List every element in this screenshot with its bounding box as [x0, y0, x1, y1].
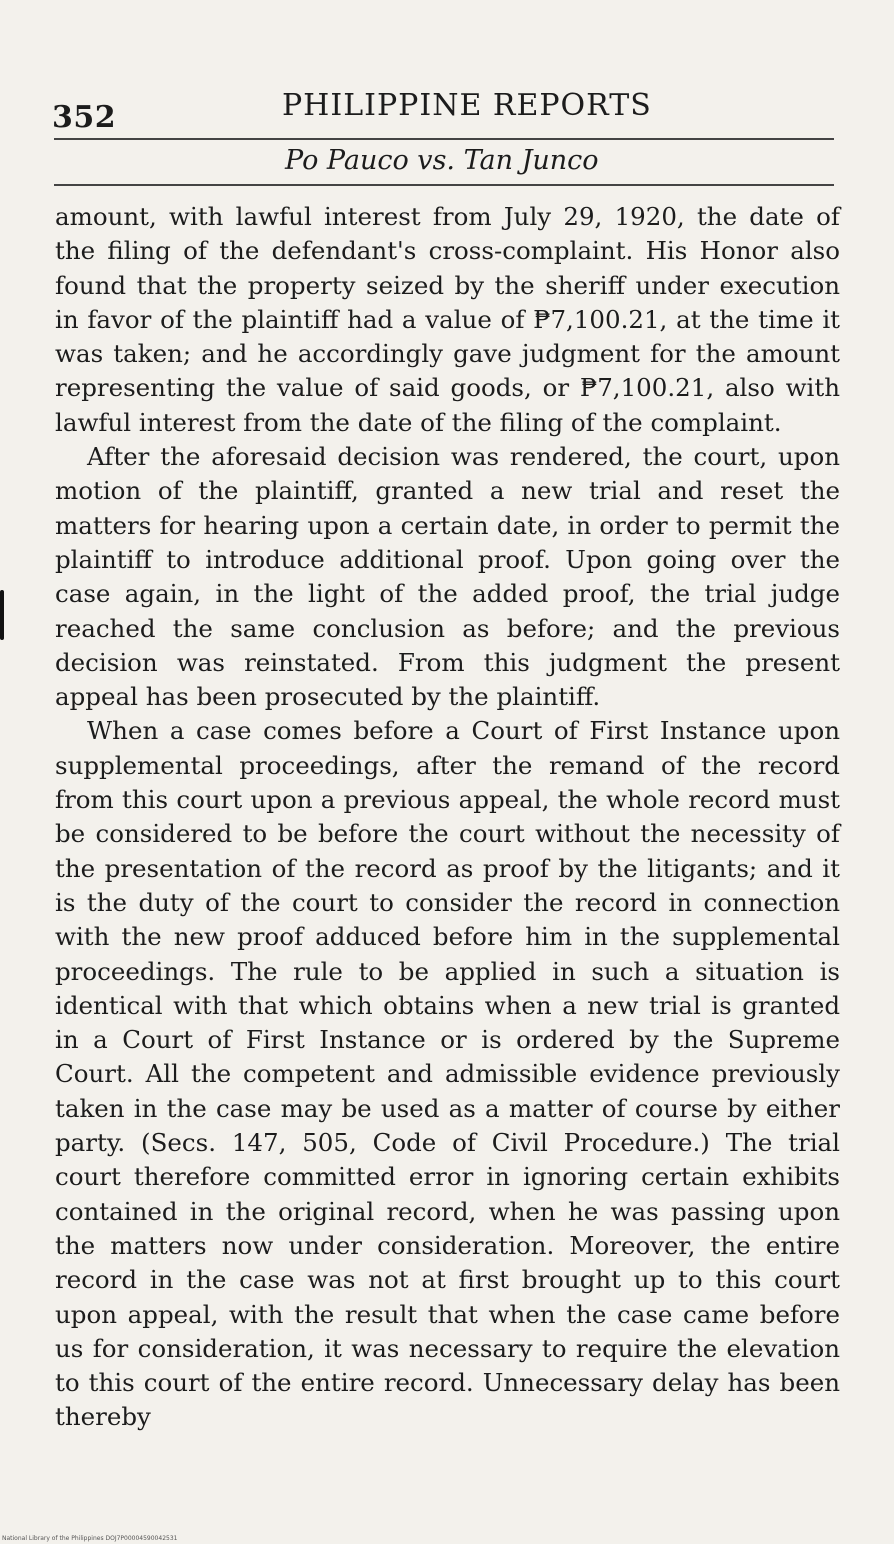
running-title: PHILIPPINE REPORTS	[282, 88, 652, 123]
paragraph: After the aforesaid decision was rendered, the court, upon motion of the plaintiff, granted a new trial and reset the matters for hearing upon a certain date, in order to permit the plaintiff to introduce additional proof. Upon going over the case again, in the light of the added proof, the trial judge reached the same conclusion as before; and the previous decision was reinstated. From this judgment the present appeal has been prosecuted by the plaintiff.	[55, 442, 840, 712]
paragraph: When a case comes before a Court of First Instance upon supplemental proceedings, after the remand of the record from this court upon a previous appeal, the whole record must be considered to be before the court without the necessity of the presentation of the record as proof by the litigants; and it is the duty of the court to consider the record in connection with the new proof adduced before him in the supplemental proceedings. The rule to be applied in such a situation is identical with that which obtains when a new trial is granted in a Court of First Instance or is ordered by the Supreme Court. All the competent and admissible evidence previously taken in the case may be used as a matter of course by either party. (Secs. 147, 505, Code of Civil Procedure.) The trial court therefore committed error in ignoring certain exhibits contained in the original record, when he was passing upon the matters now under consideration. Moreover, the entire record in the case was not at first brought up to this court upon appeal, with the result that when the case came before us for consideration, it was necessary to require the elevation to this court of the entire record. Unnecessary delay has been thereby	[55, 716, 840, 1432]
header-rule-bottom	[54, 184, 834, 186]
body-text	[55, 200, 840, 1435]
header-rule-top	[54, 138, 834, 140]
binding-mark	[0, 590, 4, 640]
page-number: 352	[52, 100, 117, 135]
library-watermark: National Library of the Philippines DOJ7P00004590042531	[2, 1535, 178, 1542]
paragraph-continuation: amount, with lawful interest from July 29, 1920, the date of the filing of the defendant's cross-complaint. His Honor also found that the property seized by the sheriff under execution in favor of the plaintiff had a value of ₱7,100.21, at the time it was taken; and he accordingly gave judgment for the amount representing the value of said goods, or ₱7,100.21, also with lawful interest from the date of the filing of the complaint.	[55, 202, 840, 437]
case-title: Po Pauco vs. Tan Junco	[285, 145, 599, 176]
